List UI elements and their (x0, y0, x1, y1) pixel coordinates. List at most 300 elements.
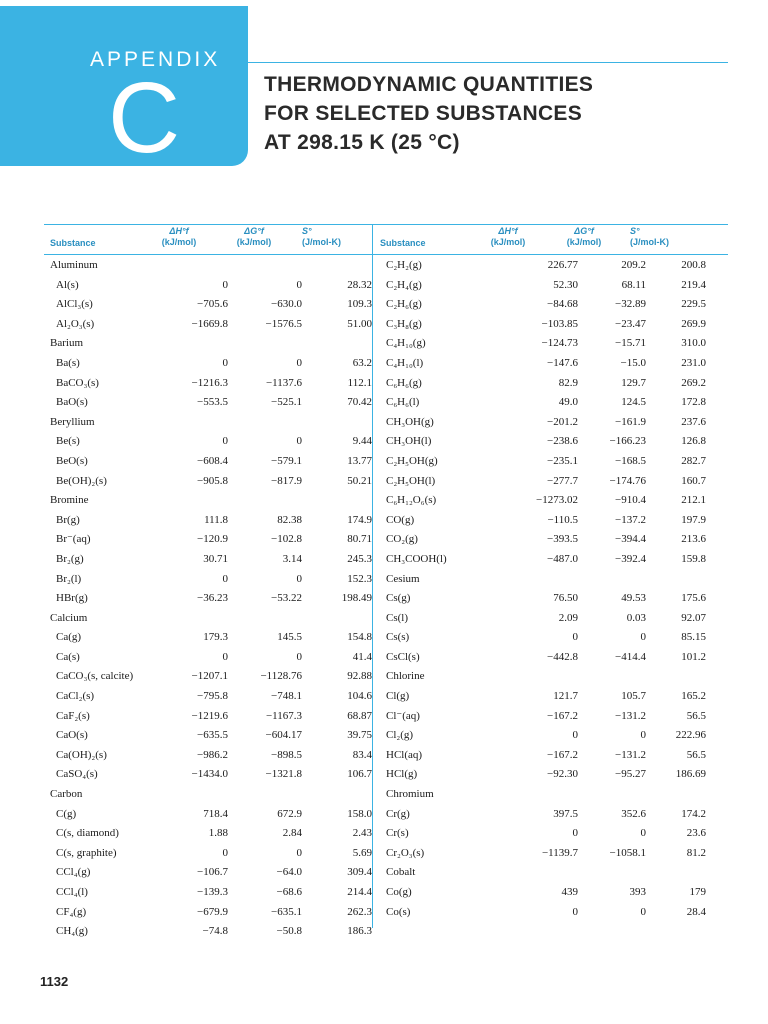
table-row (44, 863, 372, 883)
header-dh-right: ΔH°f (kJ/mol) (490, 226, 526, 247)
entropy-value: 50.21 (347, 474, 372, 487)
table-row (380, 589, 728, 609)
title-rule (248, 62, 728, 63)
gibbs-value: −131.2 (615, 709, 646, 722)
entropy-value: 175.6 (681, 592, 706, 605)
gibbs-value: 0 (640, 631, 646, 644)
gibbs-value: −53.22 (271, 592, 302, 605)
entropy-value: 269.9 (681, 317, 706, 330)
entropy-value: 174.9 (347, 513, 372, 526)
gibbs-value: −817.9 (271, 474, 302, 487)
enthalpy-value: −1273.02 (536, 494, 578, 507)
right-rows (380, 256, 728, 922)
enthalpy-value: 0 (222, 435, 228, 448)
table-row (44, 648, 372, 668)
substance-name: C₄H₁₀(l) (386, 356, 424, 369)
substance-name: Cr(g) (386, 807, 410, 820)
table-row (380, 530, 728, 550)
table-row (380, 334, 728, 354)
category-name: Barium (50, 337, 83, 350)
gibbs-value: −161.9 (615, 415, 646, 428)
gibbs-value: −525.1 (271, 396, 302, 409)
header-dg: ΔG°f (kJ/mol) (236, 226, 272, 247)
gibbs-value: −604.17 (265, 729, 302, 742)
gibbs-value: −1321.8 (265, 768, 302, 781)
table-row (380, 903, 728, 923)
entropy-value: 80.71 (347, 533, 372, 546)
entropy-value: 13.77 (347, 454, 372, 467)
substance-name: BaO(s) (56, 396, 88, 409)
entropy-value: 126.8 (681, 435, 706, 448)
entropy-value: 51.00 (347, 317, 372, 330)
table-row (380, 315, 728, 335)
table-row (380, 354, 728, 374)
substance-name: CH₃OH(g) (386, 415, 434, 428)
page-number: 1132 (40, 974, 69, 989)
table-category (380, 667, 728, 687)
enthalpy-value: 226.77 (547, 259, 578, 271)
enthalpy-value: 1.88 (208, 827, 228, 840)
substance-name: C₃H₈(g) (386, 317, 422, 330)
table-category (44, 413, 372, 433)
enthalpy-value: −1216.3 (191, 376, 228, 389)
gibbs-value: −1137.6 (265, 376, 302, 389)
gibbs-value: −15.0 (620, 356, 646, 369)
entropy-value: 56.5 (686, 748, 706, 761)
substance-name: HCl(aq) (386, 748, 423, 761)
gibbs-value: −50.8 (276, 925, 302, 938)
enthalpy-value: 0 (572, 729, 578, 742)
entropy-value: 83.4 (352, 748, 372, 761)
substance-name: Br₂(l) (56, 572, 82, 585)
header-s: S° (J/mol-K) (302, 226, 341, 247)
substance-name: Cr(s) (386, 827, 409, 840)
table-row (380, 824, 728, 844)
table-row (44, 295, 372, 315)
gibbs-value: 82.38 (277, 513, 302, 526)
header-s-right: S° (J/mol-K) (630, 226, 669, 247)
table-row (380, 393, 728, 413)
gibbs-value: 2.84 (282, 827, 302, 840)
gibbs-value: 0.03 (626, 611, 646, 624)
entropy-value: 172.8 (681, 396, 706, 409)
substance-name: C(g) (56, 807, 77, 820)
enthalpy-value: −36.23 (197, 592, 228, 605)
table-row (380, 276, 728, 296)
appendix-tab (0, 6, 248, 174)
substance-name: Cl⁻(aq) (386, 709, 420, 722)
table-row (44, 432, 372, 452)
table-header-rule (44, 254, 728, 255)
title-line-2: FOR SELECTED SUBSTANCES (264, 102, 583, 125)
gibbs-value: −68.6 (276, 886, 302, 898)
entropy-value: 212.1 (681, 494, 706, 507)
gibbs-value: −15.71 (615, 337, 646, 350)
entropy-value: 282.7 (681, 454, 706, 467)
substance-name: C₆H₆(l) (386, 396, 420, 409)
table-row (44, 883, 372, 903)
table-row (380, 432, 728, 452)
entropy-value: 229.5 (681, 298, 706, 311)
gibbs-value: −168.5 (615, 454, 646, 467)
table-category (380, 570, 728, 590)
table-top-rule (44, 224, 728, 225)
substance-name: Cs(l) (386, 611, 408, 624)
substance-name: HCl(g) (386, 768, 418, 781)
entropy-value: 160.7 (681, 474, 706, 487)
table-row (44, 393, 372, 413)
substance-name: CH₃OH(l) (386, 435, 432, 448)
table-row (44, 452, 372, 472)
substance-name: Be(s) (56, 435, 80, 448)
table-row (44, 550, 372, 570)
substance-name: CO₂(g) (386, 533, 418, 546)
gibbs-value: −635.1 (271, 905, 302, 918)
substance-name: Cr₂O₃(s) (386, 846, 425, 859)
gibbs-value: −392.4 (615, 552, 646, 565)
entropy-value: 179 (689, 886, 706, 898)
thermo-table (44, 224, 728, 938)
enthalpy-value: 121.7 (553, 690, 578, 703)
category-name: Beryllium (50, 415, 95, 428)
substance-name: CsCl(s) (386, 650, 420, 663)
entropy-value: 81.2 (686, 846, 706, 859)
enthalpy-value: 76.50 (553, 592, 578, 605)
entropy-value: 174.2 (681, 807, 706, 820)
entropy-value: 214.4 (347, 886, 372, 898)
table-row (44, 824, 372, 844)
table-category (44, 785, 372, 805)
gibbs-value: 209.2 (621, 259, 646, 271)
enthalpy-value: −1219.6 (191, 709, 228, 722)
table-category (44, 256, 372, 276)
enthalpy-value: 0 (572, 905, 578, 918)
gibbs-value: 0 (640, 827, 646, 840)
enthalpy-value: 0 (222, 650, 228, 663)
table-row (44, 746, 372, 766)
enthalpy-value: 179.3 (203, 631, 228, 644)
enthalpy-value: 0 (572, 827, 578, 840)
substance-name: CaO(s) (56, 729, 88, 742)
enthalpy-value: −795.8 (197, 690, 228, 703)
substance-name: CH₃COOH(l) (386, 552, 447, 565)
substance-name: CaCl₂(s) (56, 690, 95, 703)
substance-name: C₆H₁₂O₆(s) (386, 494, 437, 507)
table-category (380, 785, 728, 805)
enthalpy-value: −608.4 (197, 454, 228, 467)
enthalpy-value: −106.7 (197, 866, 228, 879)
table-row (44, 726, 372, 746)
entropy-value: 68.87 (347, 709, 372, 722)
entropy-value: 186.3 (347, 925, 372, 938)
substance-name: Co(s) (386, 905, 411, 918)
gibbs-value: −166.23 (609, 435, 646, 448)
enthalpy-value: −235.1 (547, 454, 578, 467)
entropy-value: 219.4 (681, 278, 706, 291)
gibbs-value: −748.1 (271, 690, 302, 703)
substance-name: Al₂O₃(s) (56, 317, 95, 330)
gibbs-value: 0 (640, 905, 646, 918)
gibbs-value: −174.76 (609, 474, 646, 487)
enthalpy-value: 111.8 (204, 513, 228, 526)
entropy-value: 269.2 (681, 376, 706, 389)
entropy-value: 41.4 (352, 650, 372, 663)
enthalpy-value: −1207.1 (191, 670, 228, 683)
table-row (44, 374, 372, 394)
enthalpy-value: −74.8 (202, 925, 228, 938)
table-row (380, 452, 728, 472)
entropy-value: 28.4 (686, 905, 706, 918)
table-category (44, 491, 372, 511)
table-row (380, 883, 728, 903)
enthalpy-value: 0 (222, 572, 228, 585)
entropy-value: 158.0 (347, 807, 372, 820)
category-name: Chlorine (386, 670, 425, 683)
enthalpy-value: −167.2 (547, 709, 578, 722)
table-row (380, 413, 728, 433)
gibbs-value: −64.0 (276, 866, 302, 879)
enthalpy-value: 0 (222, 278, 228, 291)
table-row (380, 707, 728, 727)
gibbs-value: 3.14 (282, 552, 302, 565)
gibbs-value: −137.2 (615, 513, 646, 526)
gibbs-value: 145.5 (277, 631, 302, 644)
gibbs-value: −95.27 (615, 768, 646, 781)
enthalpy-value: 0 (572, 631, 578, 644)
table-row (380, 628, 728, 648)
entropy-value: 231.0 (681, 356, 706, 369)
gibbs-value: 0 (296, 435, 302, 448)
table-row (44, 315, 372, 335)
gibbs-value: 49.53 (621, 592, 646, 605)
table-row (380, 511, 728, 531)
enthalpy-value: −167.2 (547, 748, 578, 761)
enthalpy-value: −110.5 (547, 513, 578, 526)
substance-name: Cl(g) (386, 690, 410, 703)
table-center-divider (372, 224, 373, 928)
gibbs-value: 0 (296, 278, 302, 291)
gibbs-value: −1058.1 (609, 846, 646, 859)
entropy-value: 2.43 (352, 827, 372, 840)
entropy-value: 104.6 (347, 690, 372, 703)
enthalpy-value: −92.30 (547, 768, 578, 781)
enthalpy-value: 0 (222, 846, 228, 859)
entropy-value: 152.3 (347, 572, 372, 585)
substance-name: C₂H₄(g) (386, 278, 422, 291)
enthalpy-value: −124.73 (541, 337, 578, 350)
gibbs-value: −131.2 (615, 748, 646, 761)
header-substance: Substance (50, 238, 96, 248)
gibbs-value: 393 (629, 886, 646, 898)
gibbs-value: −630.0 (271, 298, 302, 311)
substance-name: C(s, diamond) (56, 827, 119, 840)
enthalpy-value: 397.5 (553, 807, 578, 820)
category-name: Carbon (50, 788, 83, 801)
enthalpy-value: −487.0 (547, 552, 578, 565)
enthalpy-value: 2.09 (558, 611, 578, 624)
gibbs-value: 0 (296, 572, 302, 585)
enthalpy-value: −553.5 (197, 396, 228, 409)
table-row (380, 472, 728, 492)
entropy-value: 9.44 (352, 435, 372, 448)
substance-name: Br₂(g) (56, 552, 84, 565)
entropy-value: 28.32 (347, 278, 372, 291)
gibbs-value: −23.47 (615, 317, 646, 330)
substance-name: Ca(g) (56, 631, 82, 644)
substance-name: CF₄(g) (56, 905, 87, 918)
gibbs-value: 0 (640, 729, 646, 742)
enthalpy-value: −705.6 (197, 298, 228, 311)
substance-name: C₂H₅OH(l) (386, 474, 436, 487)
substance-name: Br⁻(aq) (56, 533, 91, 546)
enthalpy-value: 718.4 (203, 807, 228, 820)
gibbs-value: −1576.5 (265, 317, 302, 330)
substance-name: C₄H₁₀(g) (386, 337, 426, 350)
entropy-value: 186.69 (675, 768, 706, 781)
table-row (380, 609, 728, 629)
gibbs-value: 105.7 (621, 690, 646, 703)
enthalpy-value: −393.5 (547, 533, 578, 546)
table-row (44, 276, 372, 296)
table-row (44, 805, 372, 825)
table-row (44, 707, 372, 727)
table-category (44, 334, 372, 354)
category-name: Cobalt (386, 866, 416, 879)
entropy-value: 70.42 (347, 396, 372, 409)
entropy-value: 245.3 (347, 552, 372, 565)
entropy-value: 213.6 (681, 533, 706, 546)
enthalpy-value: −120.9 (197, 533, 228, 546)
title-line-3: AT 298.15 K (25 °C) (264, 131, 460, 154)
enthalpy-value: −103.85 (541, 317, 578, 330)
table-row (380, 765, 728, 785)
gibbs-value: 0 (296, 650, 302, 663)
substance-name: BeO(s) (56, 454, 88, 467)
gibbs-value: −1128.76 (260, 670, 302, 683)
substance-name: C₂H₂(g) (386, 259, 422, 271)
table-row (44, 844, 372, 864)
table-row (44, 765, 372, 785)
substance-name: Al(s) (56, 278, 79, 291)
entropy-value: 165.2 (681, 690, 706, 703)
gibbs-value: 129.7 (621, 376, 646, 389)
enthalpy-value: 439 (561, 886, 578, 898)
entropy-value: 85.15 (681, 631, 706, 644)
left-rows (44, 256, 372, 942)
table-row (44, 922, 372, 942)
table-row (380, 687, 728, 707)
enthalpy-value: −635.5 (197, 729, 228, 742)
enthalpy-value: 52.30 (553, 278, 578, 291)
header-substance-right: Substance (380, 238, 426, 248)
substance-name: C(s, graphite) (56, 846, 117, 859)
enthalpy-value: 0 (222, 356, 228, 369)
entropy-value: 197.9 (681, 513, 706, 526)
substance-name: Ca(OH)₂(s) (56, 748, 107, 761)
entropy-value: 112.1 (347, 376, 372, 389)
enthalpy-value: −1669.8 (191, 317, 228, 330)
entropy-value: 309.4 (347, 866, 372, 879)
appendix-word: APPENDIX (90, 48, 221, 71)
appendix-letter: C (108, 62, 181, 174)
substance-name: CaSO₄(s) (56, 768, 98, 781)
entropy-value: 101.2 (681, 650, 706, 663)
entropy-value: 222.96 (675, 729, 706, 742)
entropy-value: 109.3 (347, 298, 372, 311)
substance-name: Cs(s) (386, 631, 410, 644)
table-row (44, 589, 372, 609)
gibbs-value: 672.9 (277, 807, 302, 820)
gibbs-value: −102.8 (271, 533, 302, 546)
substance-name: Ba(s) (56, 356, 80, 369)
table-row (380, 726, 728, 746)
category-name: Cesium (386, 572, 420, 585)
substance-name: C₂H₆(g) (386, 298, 422, 311)
enthalpy-value: −442.8 (547, 650, 578, 663)
table-row (380, 295, 728, 315)
substance-name: C₂H₅OH(g) (386, 454, 438, 467)
table-row (44, 687, 372, 707)
entropy-value: 63.2 (352, 356, 372, 369)
table-row (44, 903, 372, 923)
table-row (44, 530, 372, 550)
entropy-value: 237.6 (681, 415, 706, 428)
gibbs-value: −1167.3 (265, 709, 302, 722)
enthalpy-value: −1139.7 (541, 846, 578, 859)
category-name: Aluminum (50, 259, 98, 271)
enthalpy-value: −277.7 (547, 474, 578, 487)
table-row (380, 374, 728, 394)
table-row (380, 844, 728, 864)
page-title (264, 70, 593, 157)
table-row (380, 746, 728, 766)
enthalpy-value: −905.8 (197, 474, 228, 487)
table-row (380, 805, 728, 825)
enthalpy-value: −139.3 (197, 886, 228, 898)
table-row (380, 491, 728, 511)
enthalpy-value: −986.2 (197, 748, 228, 761)
gibbs-value: −579.1 (271, 454, 302, 467)
gibbs-value: −394.4 (615, 533, 646, 546)
enthalpy-value: 82.9 (558, 376, 578, 389)
substance-name: CCl₄(l) (56, 886, 88, 898)
table-category (380, 863, 728, 883)
table-row (44, 511, 372, 531)
substance-name: Ca(s) (56, 650, 80, 663)
substance-name: CH₄(g) (56, 925, 88, 938)
gibbs-value: 124.5 (621, 396, 646, 409)
entropy-value: 39.75 (347, 729, 372, 742)
substance-name: CaCO₃(s, calcite) (56, 670, 134, 683)
gibbs-value: 352.6 (621, 807, 646, 820)
enthalpy-value: −84.68 (547, 298, 578, 311)
entropy-value: 159.8 (681, 552, 706, 565)
entropy-value: 92.07 (681, 611, 706, 624)
substance-name: Be(OH)₂(s) (56, 474, 107, 487)
title-line-1: THERMODYNAMIC QUANTITIES (264, 73, 594, 96)
table-row (44, 354, 372, 374)
table-row (44, 570, 372, 590)
entropy-value: 198.49 (341, 592, 372, 605)
substance-name: Cs(g) (386, 592, 411, 605)
category-name: Calcium (50, 611, 88, 624)
gibbs-value: 0 (296, 846, 302, 859)
header-dh: ΔH°f (kJ/mol) (161, 226, 197, 247)
header-dg-right: ΔG°f (kJ/mol) (566, 226, 602, 247)
table-row (380, 648, 728, 668)
entropy-value: 5.69 (352, 846, 372, 859)
entropy-value: 106.7 (347, 768, 372, 781)
